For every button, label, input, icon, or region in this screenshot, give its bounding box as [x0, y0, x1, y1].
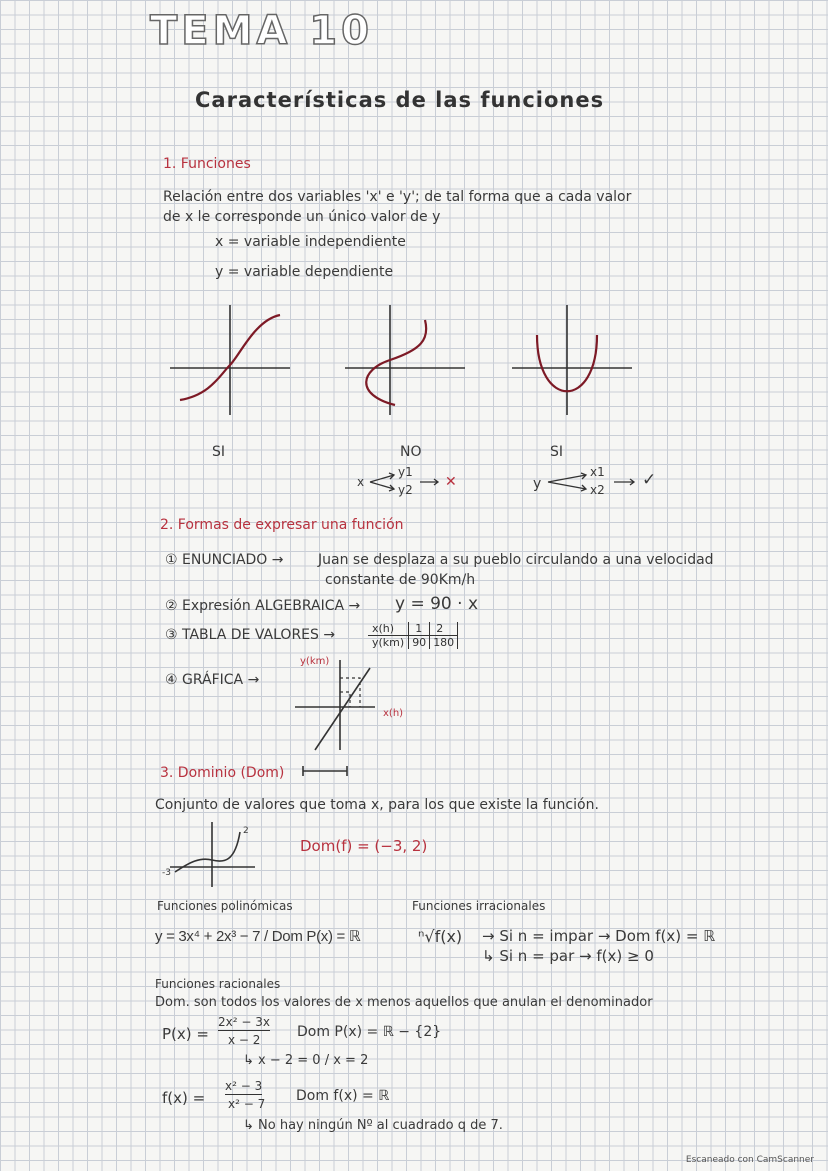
si-map-y: y	[533, 476, 542, 492]
graph-label-si-1: SI	[212, 444, 226, 460]
no-map-y2: y2	[398, 483, 413, 497]
cross-icon: ✕	[445, 474, 457, 490]
rac-title: Funciones racionales	[155, 977, 281, 991]
poly-formula: y = 3x⁴ + 2x³ − 7 / Dom P(x) = ℝ	[155, 928, 361, 945]
f-denominator: x² − 7	[228, 1097, 266, 1111]
graph-no	[345, 300, 465, 420]
graph-si-1	[170, 300, 290, 420]
irr-even: ↳ Si n = par → f(x) ≥ 0	[482, 947, 654, 965]
definition-line-1: Relación entre dos variables 'x' e 'y'; de tal forma que a cada valor	[163, 189, 632, 205]
item-grafica: ④ GRÁFICA →	[165, 672, 260, 688]
section-2-heading: 2. Formas de expresar una función	[160, 517, 404, 533]
subtitle: Características de las funciones	[195, 88, 605, 112]
irr-odd: → Si n = impar → Dom f(x) = ℝ	[482, 927, 716, 945]
f-note: ↳ No hay ningún Nº al cuadrado q de 7.	[243, 1118, 503, 1133]
values-table: x(h) 1 2 y(km) 90 180	[368, 622, 458, 649]
domain-right: 2	[243, 826, 249, 836]
p-note: ↳ x − 2 = 0 / x = 2	[243, 1053, 369, 1068]
rac-definition: Dom. son todos los valores de x menos aquellos que anulan el denominador	[155, 995, 653, 1010]
page-title: TEMA 10	[150, 8, 373, 54]
linear-graph	[295, 660, 385, 750]
item-expresion: ② Expresión ALGEBRAICA →	[165, 598, 361, 614]
domain-value: Dom(f) = (−3, 2)	[300, 837, 428, 855]
section-1-heading: 1. Funciones	[163, 156, 251, 172]
section-3-heading: 3. Dominio (Dom)	[160, 765, 285, 781]
graph-y-label: y(km)	[300, 656, 330, 667]
enunciado-text-1: Juan se desplaza a su pueblo circulando a una velocidad	[318, 552, 714, 568]
p-lhs: P(x) =	[162, 1025, 209, 1043]
irr-root: ⁿ√f(x)	[418, 927, 463, 946]
poly-title: Funciones polinómicas	[157, 899, 293, 913]
si-map-x2: x2	[590, 483, 605, 497]
interval-bracket	[302, 766, 352, 776]
enunciado-text-2: constante de 90Km/h	[325, 572, 476, 588]
f-numerator: x² − 3	[225, 1079, 263, 1093]
item-tabla: ③ TABLA DE VALORES →	[165, 627, 336, 643]
p-denominator: x − 2	[228, 1033, 261, 1047]
formula: y = 90 · x	[395, 594, 479, 614]
p-domain: Dom P(x) = ℝ − {2}	[297, 1024, 442, 1040]
graph-label-no: NO	[400, 444, 422, 460]
domain-definition: Conjunto de valores que toma x, para los que existe la función.	[155, 797, 599, 813]
si-map-x1: x1	[590, 465, 605, 479]
p-numerator: 2x² − 3x	[218, 1015, 270, 1029]
check-icon: ✓	[642, 470, 657, 490]
definition-line-2: de x le corresponde un único valor de y	[163, 209, 441, 225]
graph-label-si-2: SI	[550, 444, 564, 460]
domain-left: -3	[162, 868, 171, 878]
y-definition: y = variable dependiente	[215, 264, 394, 280]
no-map-x: x	[357, 475, 365, 489]
graph-si-2	[512, 300, 632, 420]
f-lhs: f(x) =	[162, 1089, 206, 1107]
scanner-watermark: Escaneado con CamScanner	[685, 1155, 814, 1165]
irr-title: Funciones irracionales	[412, 899, 546, 913]
graph-x-label: x(h)	[383, 708, 404, 719]
x-definition: x = variable independiente	[215, 234, 406, 250]
item-enunciado: ① ENUNCIADO →	[165, 552, 284, 568]
no-map-y1: y1	[398, 465, 413, 479]
f-domain: Dom f(x) = ℝ	[296, 1088, 390, 1104]
